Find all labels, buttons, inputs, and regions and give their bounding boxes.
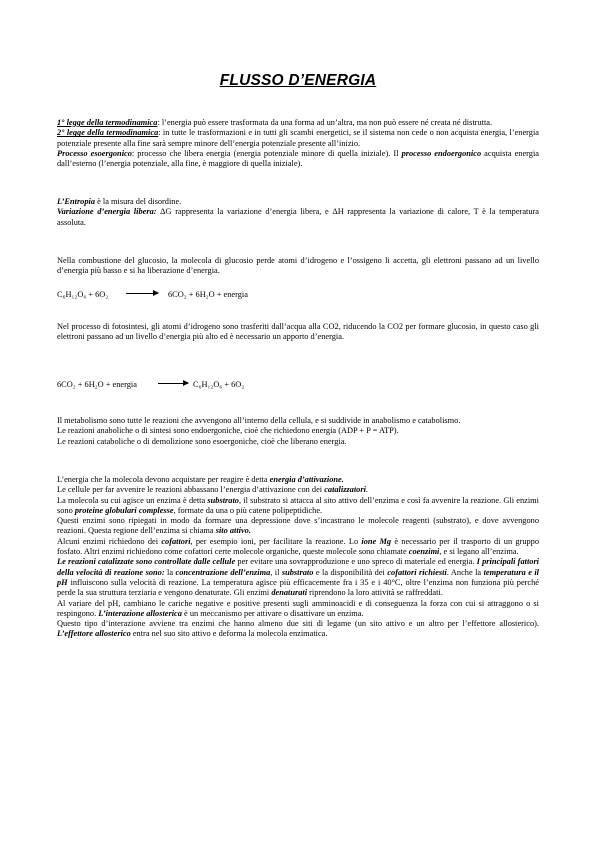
allosteric-effector-paragraph [57, 619, 539, 640]
text-run: la [164, 567, 176, 577]
entropy-paragraph [57, 197, 539, 207]
exoergonic-label: Processo esoergonico [57, 148, 132, 158]
entropy-label: L’Entropia [57, 197, 96, 206]
processes-paragraph [57, 149, 539, 170]
denatured-term: denaturati [271, 588, 308, 598]
combustion-paragraph [57, 256, 539, 277]
text-run: e la disponibilità dei [313, 567, 388, 577]
first-law-label: 1° legge della termodinamica [57, 118, 158, 127]
second-law-text: : in tutte le trasformazioni e in tutti gli scambi energetici, se il sistema non cede o non acquista energia, l’energia potenziale presente alla fine sarà sempre minore dell’energia potenziale presente all’inizio. [57, 128, 539, 148]
coenzymes-term: coenzimi [408, 547, 440, 557]
photosynthesis-text: Nel processo di fotosintesi, gli atomi d’idrogeno sono trasferiti dall’acqua alla CO2, riducendo la CO2 per formare glucosio, in questo caso gli elettroni passano ad un livello d’energia più alto ed è necessario un apporto d’energia. [57, 322, 539, 342]
catabolic-reactions: Le reazioni cataboliche o di demolizione sono esoergoniche, cioè che liberano energia. [57, 436, 347, 446]
free-energy-paragraph [57, 207, 539, 228]
text-run: Alcuni enzimi richiedono dei [57, 536, 162, 546]
substrate-paragraph [57, 496, 539, 517]
substrate-term: substrato [207, 495, 239, 505]
text-run: Questo tipo d’interazione avviene tra enzimi che hanno almeno due siti di legame (un sito attivo e un altro per l’effettore allosterico). [57, 619, 539, 629]
metabolism-definition: Il metabolismo sono tutte le reazioni che avvengono all’interno della cellula, e si suddivide in anabolismo e catabolismo. [57, 416, 461, 425]
text-run: Questi enzimi sono ripiegati in modo da formare una depressione dove s’incastrano le molecole reagenti (substrato), e dove avvengono reazioni. Questa regione dell’enzima si chiama [57, 516, 539, 536]
cofactors-term: cofattori [161, 536, 191, 546]
required-cofactors-term: cofattori richiesti [387, 567, 447, 577]
substrate-term: substrato [281, 567, 314, 577]
globular-proteins-term: proteine globulari complesse [74, 505, 174, 515]
photosynthesis-paragraph [57, 322, 539, 343]
combustion-text: Nella combustione del glucosio, la molecola di glucosio perde atomi d’idrogeno e l’ossigeno li accetta, gli elettroni passano ad un livello d’energia più basso e si ha liberazione d’energia. [57, 256, 539, 276]
entropy-section [57, 197, 539, 228]
text-run: riprendono la loro attività se raffreddati. [307, 588, 443, 598]
activation-energy-term: energia d’attivazione. [269, 475, 344, 484]
combustion-equation-left: C₆H₁₂O₆ + 6O₂ [57, 290, 109, 299]
controlled-reactions-term: Le reazioni catalizzate sono controllate dalle cellule [57, 557, 236, 567]
photosynthesis-equation-right: C₆H₁₂O₆ + 6O₂ [193, 380, 245, 389]
text-run: , il substrato si attacca al sito attivo dell’enzima e così fa avvenire la reazione. Gli enzimi sono [57, 495, 539, 515]
thermodynamics-section [57, 118, 539, 169]
first-law-text: : l’energia può essere trasformata da una forma ad un’altra, ma non può essere né creata né distrutta. [157, 118, 493, 127]
text-run: La molecola su cui agisce un enzima è detta [57, 495, 208, 505]
text-run: è necessario per il trasporto di un gruppo fosfato. Altri enzimi richiedono come cofattori certe molecole organiche, queste molecole sono chiamate [57, 536, 540, 557]
endoergonic-text: acquista energia dall’esterno (l’energia potenziale, alla fine, è maggiore di quella iniziale). [57, 148, 539, 169]
temperature-ph-term: temperatura e il pH [57, 567, 540, 587]
allosteric-paragraph [57, 599, 539, 620]
anabolic-reactions: Le reazioni anaboliche o di sintesi sono endoergoniche, cioè che richiedono energia (ADP + P = ATP). [57, 426, 399, 436]
combustion-equation-right: 6CO₂ + 6H₂O + energia [168, 290, 248, 299]
text-run: , per esempio ioni, per facilitare la reazione. Lo [190, 536, 362, 546]
exoergonic-text: : processo che libera energia (energia potenziale minore di quella iniziale). Il [131, 148, 402, 158]
photosynthesis-equation-left: 6CO₂ + 6H₂O + energia [57, 380, 137, 389]
catalysts-paragraph [57, 485, 539, 495]
allosteric-interaction-term: L’interazione allosterica [98, 608, 182, 618]
text-run: , formate da una o più catene polipeptidiche. [173, 505, 323, 515]
rate-factors-term: I principali fattori della velocità di reazione sono: [57, 557, 540, 577]
activation-energy-paragraph [57, 475, 539, 485]
text-run: entra nel suo sito attivo e deforma la molecola enzimatica. [130, 629, 328, 639]
metabolism-section [57, 416, 539, 447]
reaction-control-paragraph [57, 557, 539, 598]
mg-ion-term: ione Mg [361, 536, 392, 546]
text-run: . Anche la [446, 567, 484, 577]
text-run: per evitare una sovrapproduzione e uno spreco di materiale ed energia. [235, 557, 477, 567]
text-run: influiscono sulla velocità di reazione. La temperatura agisce più efficacemente fra i 35 e i 40°C, oltre l’enzima non funziona più perché perde la sua struttura terziaria e vengono denaturate. Gli enzimi [57, 577, 539, 598]
free-energy-text: ΔG rappresenta la variazione d’energia libera, e ΔH rappresenta la variazione di calore, T è la temperatura assoluta. [57, 207, 540, 227]
text-run: Al variare del pH, cambiano le cariche negative e positive presenti sugli amminoacidi e di conseguenza la forza con cui si attraggono o si respingono. [57, 598, 539, 618]
allosteric-effector-term: L’effettore allosterico [57, 629, 131, 639]
catalysts-term: catalizzatori [324, 485, 366, 495]
reaction-arrow-icon [126, 293, 158, 294]
second-law-label: 2° legge della termodinamica [57, 128, 159, 138]
enzymes-section [57, 475, 539, 640]
reaction-arrow-icon [158, 383, 188, 384]
text-run: , e si legano all’enzima. [439, 547, 519, 557]
text-run: , il [270, 567, 282, 577]
active-site-paragraph [57, 516, 539, 537]
entropy-text: è la misura del disordine. [95, 197, 182, 206]
enzyme-concentration-term: concentrazione dell’enzima [175, 567, 271, 577]
cofactors-paragraph [57, 537, 539, 558]
active-site-term: sito attivo. [215, 526, 251, 536]
endoergonic-label: processo endoergonico [401, 148, 482, 158]
text-run: L’energia che la molecola devono acquistare per reagire è detta [57, 475, 270, 484]
text-run: . [365, 485, 369, 495]
text-run: è un meccanismo per attivare o disattivare un enzima. [181, 608, 364, 618]
page-title: FLUSSO D’ENERGIA [219, 72, 377, 89]
second-law-paragraph [57, 128, 539, 149]
first-law-paragraph [57, 118, 539, 128]
text-run: Le cellule per far avvenire le reazioni abbassano l’energia d’attivazione con dei [57, 485, 325, 495]
free-energy-label: Variazione d’energia libera: [57, 207, 157, 217]
